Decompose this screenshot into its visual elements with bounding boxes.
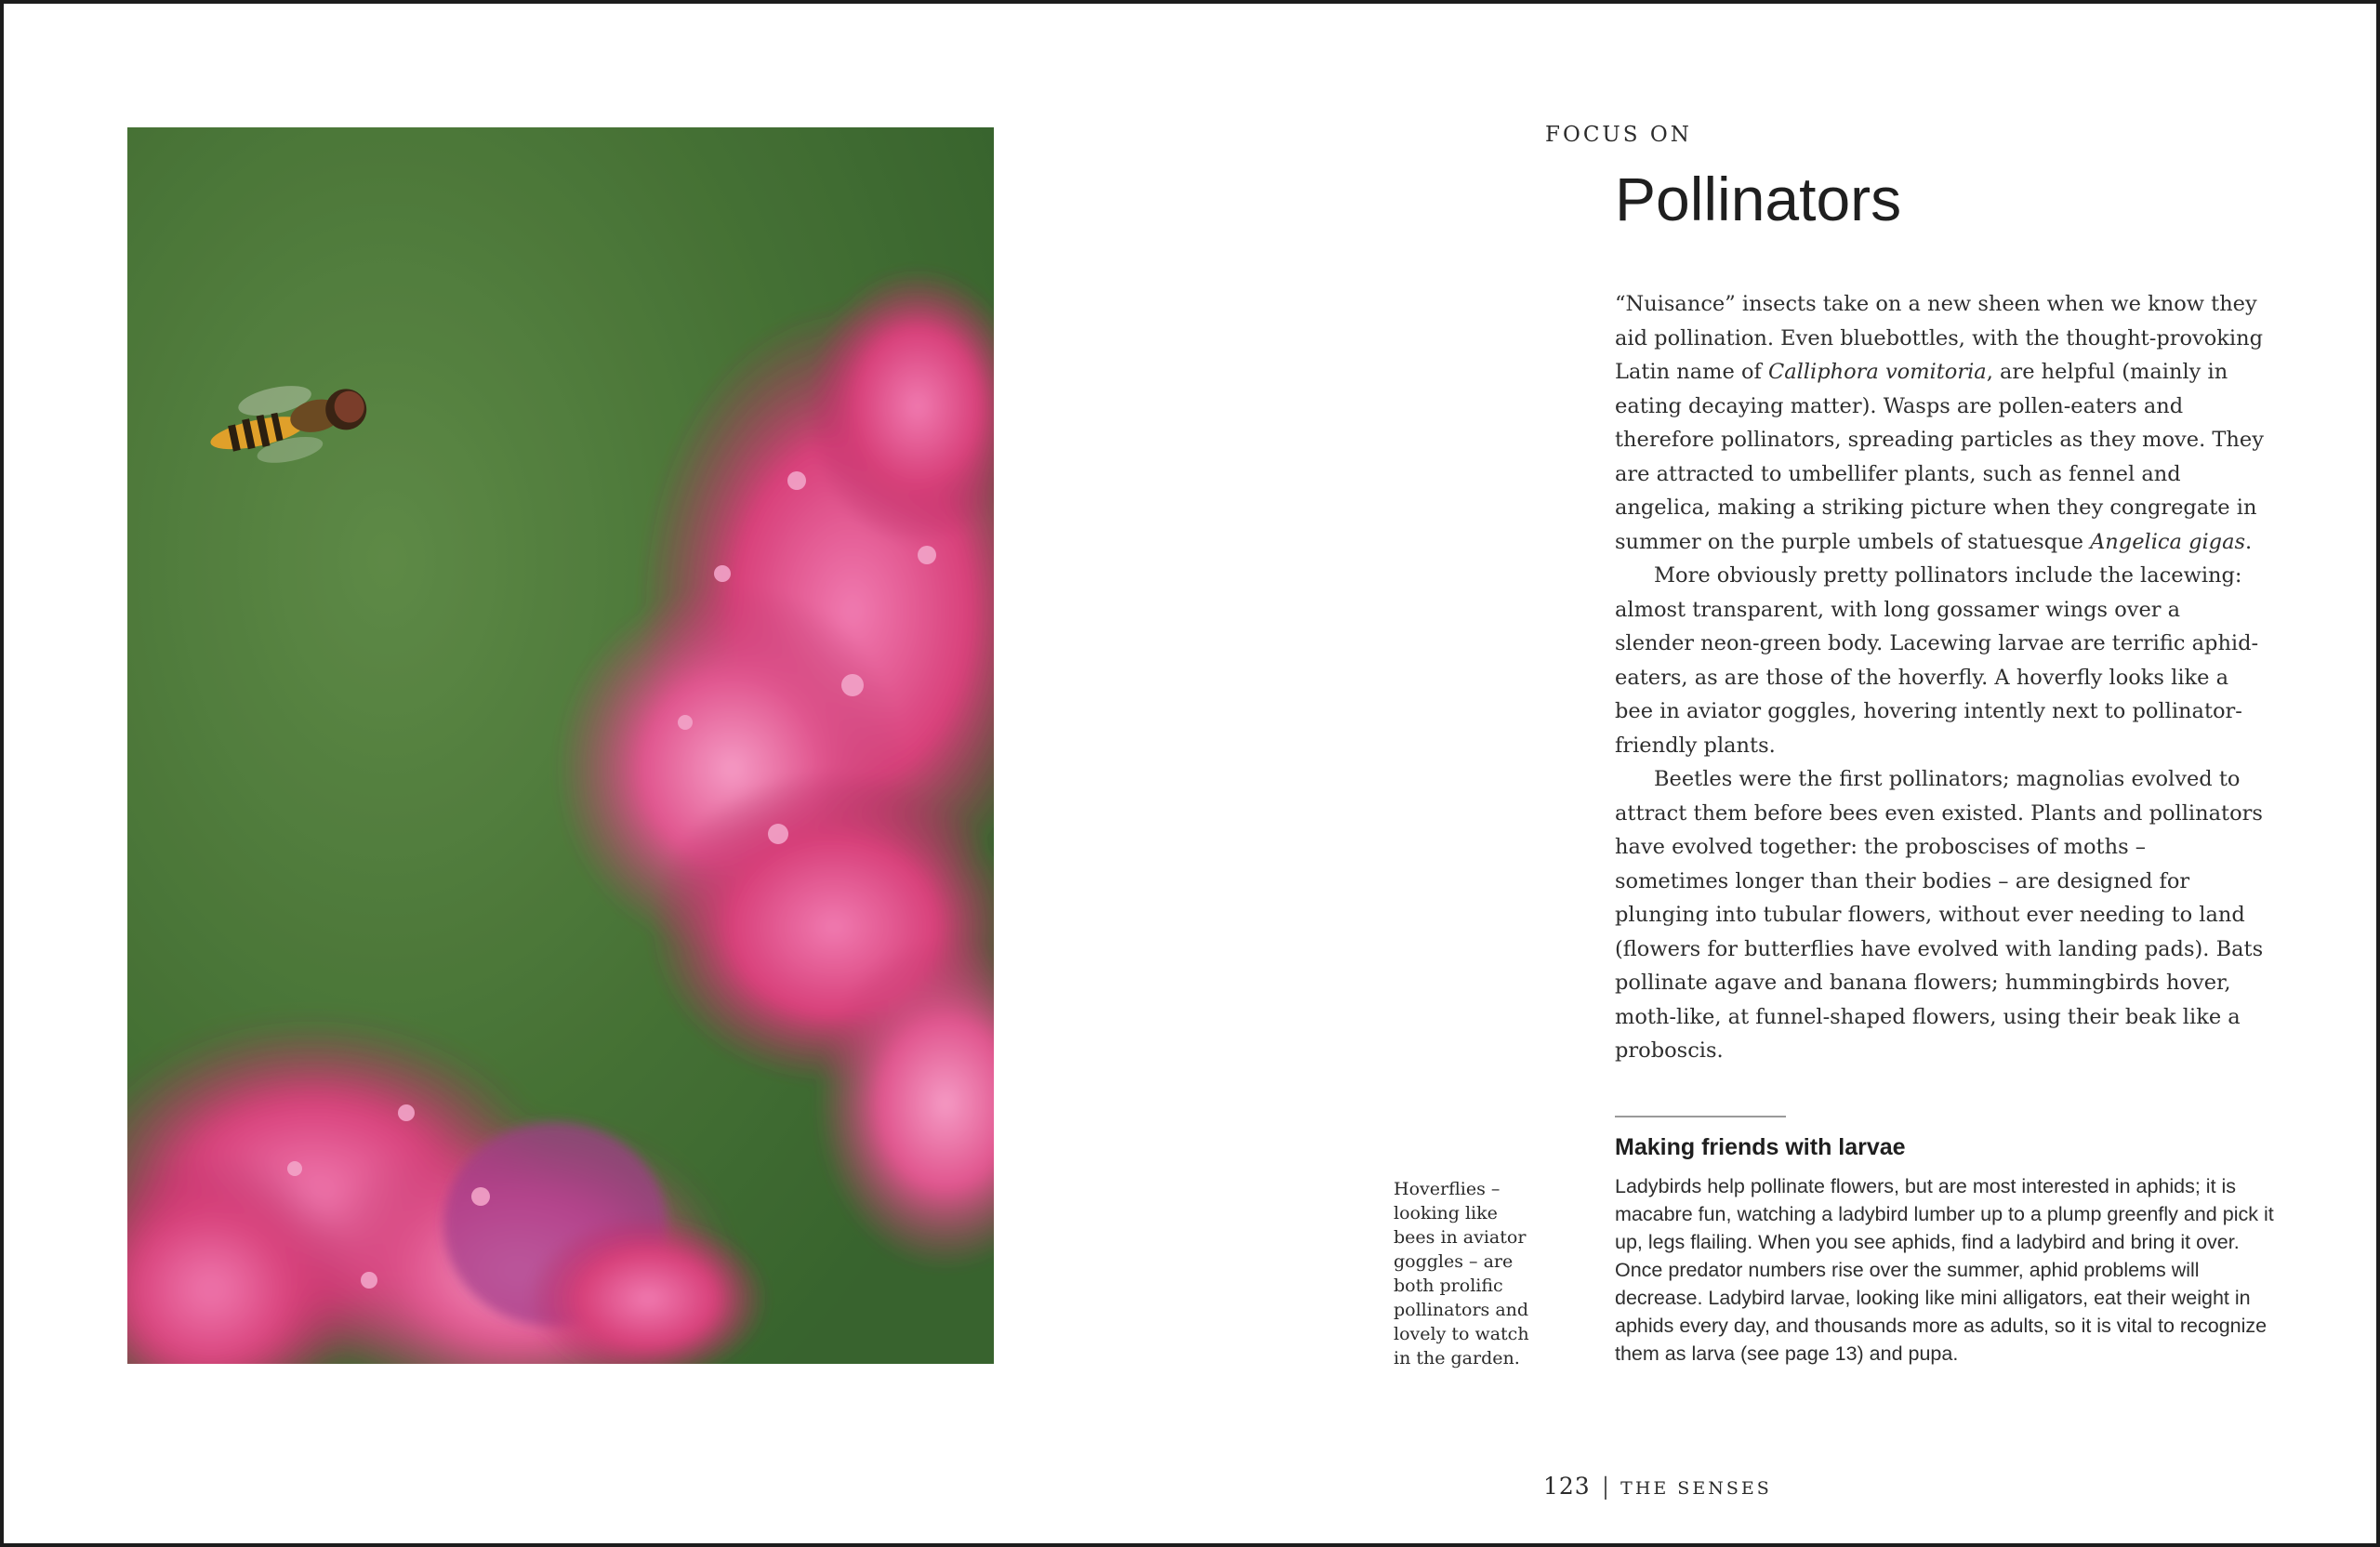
- photo-caption: Hoverflies – looking like bees in aviator goggles – are both prolific pollinators and lovely to watch in the garden.: [1394, 1179, 1529, 1368]
- box-heading: Making friends with larvae: [1615, 1134, 1906, 1160]
- section-kicker: FOCUS ON: [1545, 123, 1692, 147]
- running-head: THE SENSES: [1620, 1478, 1772, 1499]
- box-text: Ladybirds help pollinate flowers, but are most interested in aphids; it is macabre fun, watching a ladybird lumber up to a plump greenfly and pick it up, legs flailing. When you see aphids, find a ladybird and bring it over. Once predator numbers rise over the summer, aphid problems will decrease. Ladybird larvae, looking like mini alligators, eat their weight in aphids every day, and thousands more as adults, so it is vital to recognize them as larva (see page 13) and pupa.: [1615, 1175, 2274, 1365]
- body-paragraph-2: More obviously pretty pollinators include the lacewing: almost transparent, with long gossamer wings over a slender neon-green body. Lacewing larvae are terrific aphid-eaters, as are those of the hoverfly. A hoverfly looks like a bee in aviator goggles, hovering intently next to pollinator-friendly plants.: [1615, 563, 2259, 758]
- page-number: 123: [1543, 1473, 1591, 1500]
- page-footer: [1543, 1473, 1772, 1500]
- box-divider: [1615, 1116, 1786, 1117]
- body-text: [1615, 287, 2266, 1068]
- footer-separator: |: [1601, 1473, 1610, 1500]
- page-title: Pollinators: [1615, 165, 1902, 233]
- body-paragraph-1: “Nuisance” insects take on a new sheen when we know they aid pollination. Even bluebottles, with the thought-provoking Latin name of Calliphora vomitoria, are helpful (mainly in eating decaying matter). Wasps are pollen-eaters and therefore pollinators, spreading particles as they move. They are attracted to umbellifer plants, such as fennel and angelica, making a striking picture when they congregate in summer on the purple umbels of statuesque Angelica gigas.: [1615, 292, 2264, 554]
- body-paragraph-3: Beetles were the first pollinators; magnolias evolved to attract them before bees even existed. Plants and pollinators have evolved together: the proboscises of moths – sometimes longer than their bodies – are designed for plunging into tubular flowers, without ever needing to land (flowers for butterflies have evolved with landing pads). Bats pollinate agave and banana flowers; hummingbirds hover, moth-like, at funnel-shaped flowers, using their beak like a proboscis.: [1615, 767, 2264, 1063]
- hoverfly-photo: [127, 127, 994, 1364]
